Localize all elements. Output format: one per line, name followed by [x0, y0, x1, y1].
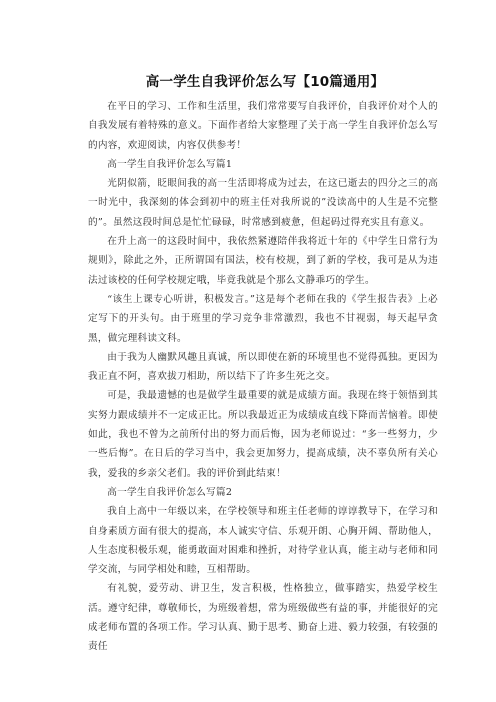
section-2-paragraph-2: 有礼貌，爱劳动、讲卫生，发言积极，性格独立，做事踏实，热爱学校生活。遵守纪律，尊敬师长，为班级着想，常为班级做些有益的事，并能很好的完成老师布置的各项工作。学习认真、勤于思考、勤奋上进、毅力较强，有较强的责任 [88, 583, 438, 653]
section-heading-1: 高一学生自我评价怎么写篇1 [107, 158, 233, 170]
section-1-paragraph-1: 光阴似箭，眨眼间我的高一生活即将成为过去，在这已逝去的四分之三的高一时光中，我深刻的体会到初中的班主任对我所说的”没读高中的人生是不完整的”。虽然这段时间总是忙忙碌碌，时常感到疲惫，但起码过得充实且有意义。 [88, 178, 438, 228]
section-2-paragraph-1: 我自上高中一年级以来，在学校领导和班主任老师的谆谆教导下，在学习和自身素质方面有很大的提高，本人诚实守信、乐观开朗、心胸开阔、帮助他人，人生态度积极乐观，能勇敢面对困难和挫折，对待学业认真，能主动与老师和同学交流，与同学相处和睦，互相帮助。 [88, 506, 438, 576]
section-1-paragraph-3: “该生上课专心听讲，积极发言。”这是每个老师在我的《学生报告表》上必定写下的开头句。由于班里的学习竞争非常激烈，我也不甘视弱，每天起早贪黑，做完理科读文科。 [88, 293, 438, 344]
section-1-paragraph-4: 由于我为人幽默风趣且真诚，所以即使在新的环境里也不觉得孤独。更因为我正直不阿，喜欢拔刀相助，所以结下了许多生死之交。 [88, 351, 438, 383]
section-1-paragraph-2: 在升上高一的这段时间中，我依然紧遵陪伴我将近十年的《中学生日常行为规则》，除此之外，正所谓国有国法，校有校规，到了新的学校，我可是从为违法过该校的任何学校规定哦，毕竟我就是个那么文静乖巧的学生。 [88, 236, 438, 286]
document-title: 高一学生自我评价怎么写【10篇通用】 [145, 74, 385, 90]
intro-paragraph: 在平日的学习、工作和生活里，我们常常要写自我评价，自我评价对个人的自我发展有着特殊的意义。下面作者给大家整理了关于高一学生自我评价怎么写的内容，欢迎阅读，内容仅供参考！ [88, 101, 438, 151]
section-1-paragraph-5: 可是，我最遗憾的也是做学生最重要的就是成绩方面。我现在终于领悟到其实努力跟成绩并不一定成正比。所以我最近正为成绩成直线下降而苦恼着。即使如此，我也不曾为之前所付出的努力而后悔，因为老师说过：“多一些努力，少一些后悔”。在日后的学习当中，我会更加努力，提高成绩，决不辜负所有关心我，爱我的乡亲父老们。我的评价到此结束！ [88, 390, 438, 479]
section-heading-2: 高一学生自我评价怎么写篇2 [107, 486, 233, 498]
